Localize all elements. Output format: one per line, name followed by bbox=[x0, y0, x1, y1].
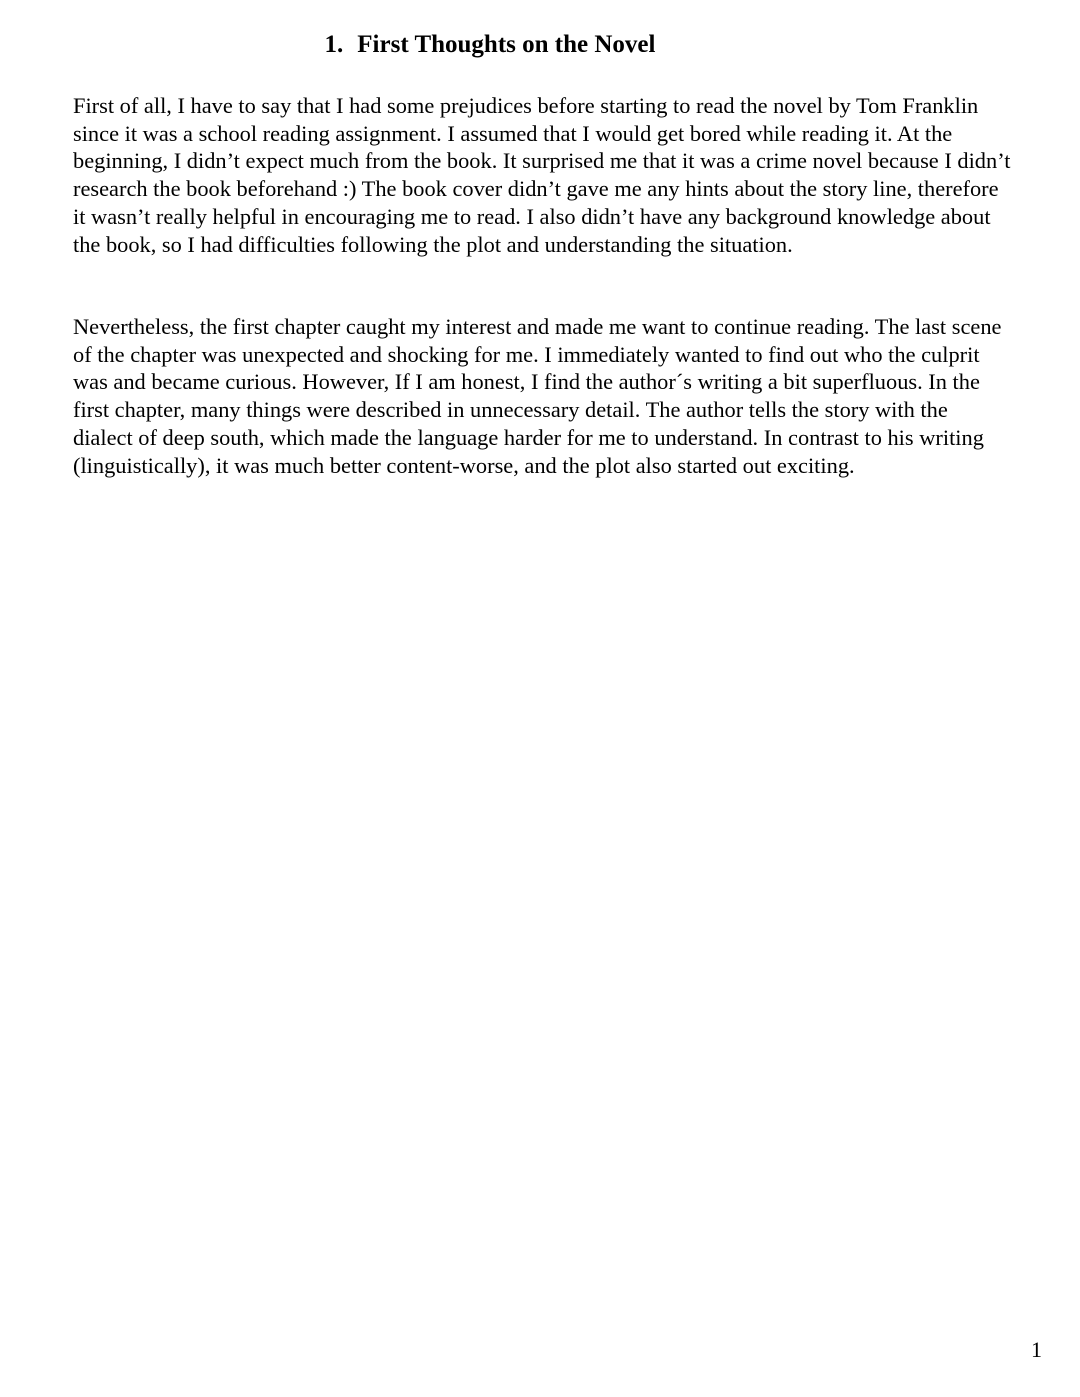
section-heading bbox=[0, 28, 980, 62]
paragraph-first-chapter: Nevertheless, the first chapter caught my interest and made me want to continue reading. The last scene of the chapter was unexpected and shocking for me. I immediately wanted to find out who the culprit was and became curious. However, If I am honest, I find the author´s writing a bit superfluous. In the first chapter, many things were described in unnecessary detail. The author tells the story with the dialect of deep south, which made the language harder for me to understand. In contrast to his writing (linguistically), it was much better content-worse, and the plot also started out exciting. bbox=[73, 314, 1002, 478]
section-title: First Thoughts on the Novel bbox=[357, 31, 656, 58]
paragraph-first-impressions: First of all, I have to say that I had some prejudices before starting to read the novel by Tom Franklin since it was a school reading assignment. I assumed that I would get bored while reading it. At the beginning, I didn’t expect much from the book. It surprised me that it was a crime novel because I didn’t research the book beforehand :) The book cover didn’t gave me any hints about the story line, therefore it wasn’t really helpful in encouraging me to read. I also didn’t have any background knowledge about the book, so I had difficulties following the plot and understanding the situation. bbox=[73, 93, 1011, 257]
page-number: 1 bbox=[1031, 1337, 1042, 1362]
section-number: 1. bbox=[324, 31, 344, 58]
